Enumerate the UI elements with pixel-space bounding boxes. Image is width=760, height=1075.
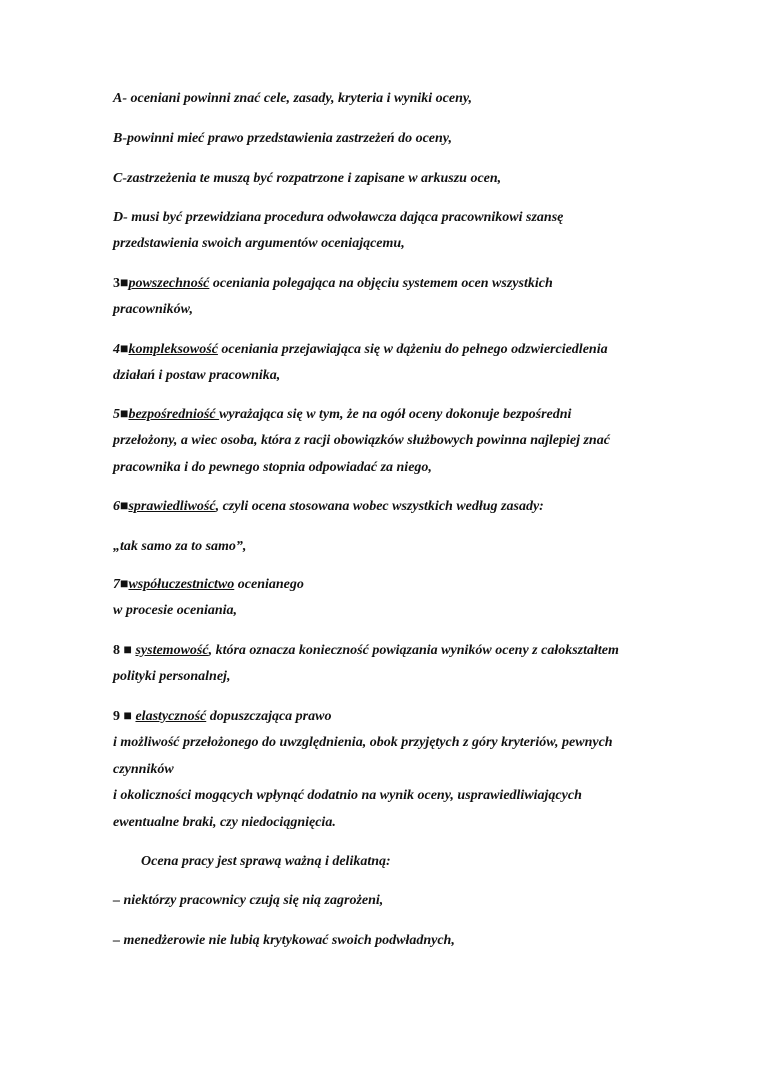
item-text: wyrażająca się w tym, że na ogół oceny dokonuje bezpośredni — [219, 407, 572, 422]
item-term: sprawiedliwość — [128, 499, 216, 514]
item-text: , czyli ocena stosowana wobec wszystkich według zasady: — [215, 499, 544, 514]
item-number: 9 — [113, 709, 124, 724]
list-item-9-cont-4: ewentualne braki, czy niedociągnięcia. — [113, 815, 336, 830]
text-line-d-cont: przedstawienia swoich argumentów oceniającemu, — [113, 236, 405, 251]
list-item-5-cont-1: przełożony, a wiec osoba, która z racji obowiązków służbowych powinna najlepiej znać — [113, 433, 610, 448]
list-item-5-cont-2: pracownika i do pewnego stopnia odpowiadać za niego, — [113, 460, 432, 475]
item-term: powszechność — [128, 276, 210, 291]
list-item-7 — [113, 577, 304, 593]
item-text: dopuszczająca prawo — [206, 709, 332, 724]
text-line-b: B-powinni mieć prawo przedstawienia zastrzeżeń do oceny, — [113, 131, 453, 146]
item-term: kompleksowość — [128, 342, 218, 357]
item-number: 5 — [113, 407, 120, 422]
item-text: , która oznacza konieczność powiązania wyników oceny z całokształtem — [208, 643, 619, 658]
text-line-a: A- oceniani powinni znać cele, zasady, kryteria i wyniki oceny, — [113, 91, 473, 106]
item-number: 8 — [113, 643, 124, 658]
list-item-4 — [113, 342, 608, 358]
item-number: 3 — [113, 276, 120, 291]
list-item-4-cont: działań i postaw pracownika, — [113, 368, 281, 383]
bullet-icon: ■ — [120, 276, 129, 291]
list-item-3-cont: pracowników, — [113, 302, 193, 317]
item-text: oceniania polegająca na objęciu systemem ocen wszystkich — [209, 276, 553, 291]
text-line-d: D- musi być przewidziana procedura odwoławcza dająca pracownikowi szansę — [113, 210, 564, 225]
list-item-6 — [113, 499, 544, 515]
item-term: systemowość — [135, 643, 209, 658]
bullet-icon: ■ — [120, 499, 129, 514]
quote-line: „tak samo za to samo”, — [113, 539, 247, 554]
text-line-c: C-zastrzeżenia te muszą być rozpatrzone i zapisane w arkuszu ocen, — [113, 171, 502, 186]
closing-point-1: – niektórzy pracownicy czują się nią zagrożeni, — [113, 893, 384, 908]
list-item-9-cont-2: czynników — [113, 762, 174, 777]
closing-point-2: – menedżerowie nie lubią krytykować swoich podwładnych, — [113, 933, 455, 948]
item-number: 4 — [113, 342, 120, 357]
item-term: bezpośredniość — [128, 407, 220, 422]
list-item-8-cont: polityki personalnej, — [113, 669, 231, 684]
bullet-icon: ■ — [120, 342, 129, 357]
list-item-9 — [113, 709, 331, 725]
list-item-9-cont-3: i okoliczności mogących wpłynąć dodatnio na wynik oceny, usprawiedliwiających — [113, 788, 582, 803]
list-item-9-cont-1: i możliwość przełożonego do uwzględnienia, obok przyjętych z góry kryteriów, pewnych — [113, 735, 613, 750]
list-item-8 — [113, 643, 619, 659]
item-term: współuczestnictwo — [128, 577, 235, 592]
bullet-icon: ■ — [120, 407, 129, 422]
closing-intro: Ocena pracy jest sprawą ważną i delikatną: — [141, 854, 391, 869]
item-text: oceniania przejawiająca się w dążeniu do pełnego odzwierciedlenia — [217, 342, 608, 357]
item-term: elastyczność — [135, 709, 207, 724]
bullet-icon: ■ — [123, 643, 136, 658]
bullet-icon: ■ — [120, 577, 129, 592]
item-number: 7 — [113, 577, 120, 592]
list-item-5 — [113, 407, 571, 423]
list-item-7-cont: w procesie oceniania, — [113, 603, 238, 618]
item-text: ocenianego — [234, 577, 304, 592]
bullet-icon: ■ — [123, 709, 136, 724]
list-item-3 — [113, 276, 553, 292]
item-number: 6 — [113, 499, 120, 514]
